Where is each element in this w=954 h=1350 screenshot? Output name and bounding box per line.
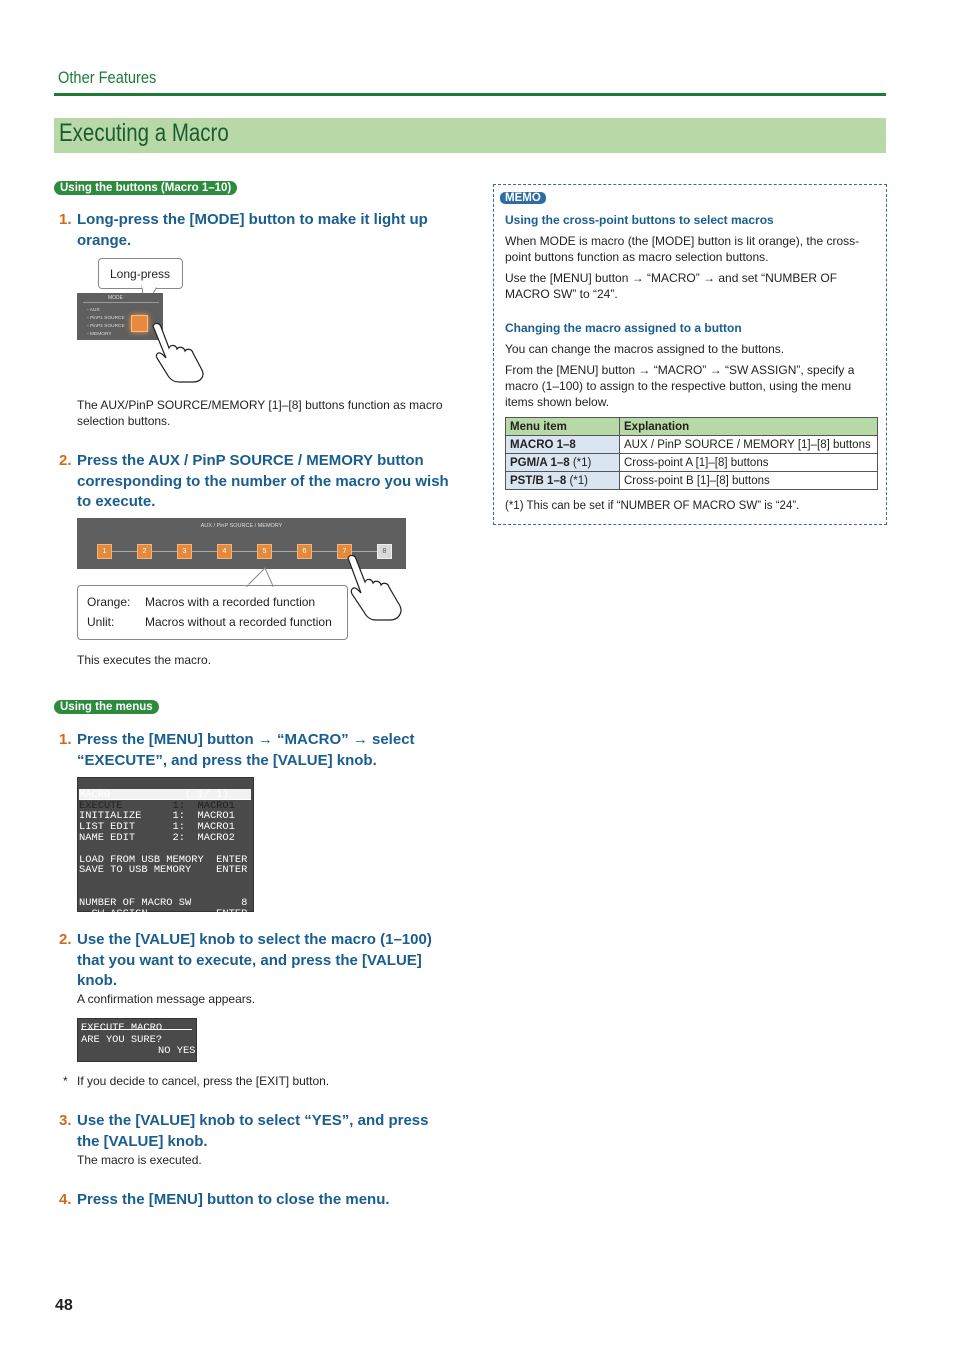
step-2-buttons [59,451,449,513]
table-header: Menu item [506,418,620,436]
memo-heading-change: Changing the macro assigned to a button [505,321,742,335]
step-1-menus [59,730,449,771]
footnote-mark: * [63,1074,68,1088]
pressing-hand-icon [340,552,410,624]
mode-item-pinp2: ◦ PinP2 SOURCE [87,324,125,329]
step-number: 4. [59,1191,72,1208]
table-cell-desc: Cross-point B [1]–[8] buttons [620,472,878,490]
callout-text: Long-press [110,267,171,281]
mode-item-aux: ◦ AUX [87,308,100,313]
source-button-5[interactable]: 5 [257,544,272,559]
source-button-8[interactable]: 8 [377,544,392,559]
menu-line-sw-assign[interactable]: -SW ASSIGN ENTER [79,907,248,920]
menu-item-table [505,417,878,490]
memo-heading-crosspoint: Using the cross-point buttons to select macros [505,213,774,227]
menu-line-execute[interactable]: EXECUTE 1: MACRO1 [79,799,235,812]
legend-value-unlit: Macros without a recorded function [145,615,332,629]
mode-panel-title: MODE [108,295,123,301]
buttons-section-tag: Using the buttons (Macro 1–10) [54,181,237,195]
menu-line-name-edit[interactable]: NAME EDIT 2: MACRO2 [79,831,235,844]
memo-tag: MEMO [500,192,546,204]
source-button-1[interactable]: 1 [97,544,112,559]
memo-change-instructions: From the [MENU] button → “MACRO” → “SW ASSIGN”, specify a macro (1–100) to assign to the respective button, using the menu items shown below. [505,363,855,409]
source-button-2[interactable]: 2 [137,544,152,559]
legend-value-orange: Macros with a recorded function [145,595,316,609]
confirm-title: EXECUTE MACRO [81,1022,163,1034]
memo-footnote: (*1) This can be set if “NUMBER OF MACRO SW” is “24”. [505,500,800,512]
step-2-menus-note: A confirmation message appears. [77,992,256,1006]
step-2-note: This executes the macro. [77,653,212,667]
step-text: Use the [VALUE] knob to select the macro (1–100) that you want to execute, and press the [VALUE] knob. [77,931,432,989]
mode-item-pinp1: ◦ PinP1 SOURCE [87,316,125,321]
mode-list [87,307,125,339]
step-text: Press the [MENU] button to close the menu. [77,1191,390,1208]
step-1-buttons [59,210,449,251]
mode-item-memory: ◦ MEMORY [87,332,112,337]
step-number: 1. [59,731,72,748]
menus-section-tag: Using the menus [54,700,159,714]
step-1-note: The AUX/PinP SOURCE/MEMORY [1]–[8] buttons function as macro selection buttons. [77,398,443,428]
table-cell-item: MACRO 1–8 [506,436,620,454]
table-cell-item: PGM/A 1–8 (*1) [506,454,620,472]
step-3-menus [59,1111,449,1152]
step-text: Use the [VALUE] knob to select “YES”, and press the [VALUE] knob. [77,1112,429,1150]
step-text: Press the [MENU] button → “MACRO” → select “EXECUTE”, and press the [VALUE] knob. [77,731,415,769]
table-header-row [506,418,878,436]
confirm-screen [77,1018,197,1062]
pressing-hand-icon [145,318,211,384]
step-number: 2. [59,931,72,948]
table-header: Explanation [620,418,878,436]
page-number: 48 [55,1297,73,1314]
memo-crosspoint-text: When MODE is macro (the [MODE] button is lit orange), the cross-point buttons function as macro selection buttons. [505,234,860,264]
memo-crosspoint-setting: Use the [MENU] button → “MACRO” → and set “NUMBER OF MACRO SW” to “24”. [505,271,838,301]
page-title: Executing a Macro [59,119,229,147]
source-button-7[interactable]: 7 [337,544,352,559]
legend-key-orange: Orange: [87,595,131,609]
memo-change-text: You can change the macros assigned to the buttons. [505,342,785,356]
menu-line-initialize[interactable]: INITIALIZE 1: MACRO1 [79,810,235,823]
menu-line-title: MACRO ( 1/ 1) [79,788,229,801]
step-4-menus [59,1190,449,1211]
table-row [506,436,878,454]
confirm-options[interactable]: NO YES [158,1045,196,1057]
source-button-4[interactable]: 4 [217,544,232,559]
legend-box [77,585,348,640]
confirm-question: ARE YOU SURE? [81,1034,163,1046]
source-panel-title: AUX / PinP SOURCE / MEMORY [200,523,283,529]
legend-key-unlit: Unlit: [87,615,115,629]
panel-rule [83,302,159,303]
menu-line-blank [79,844,247,855]
step-number: 3. [59,1112,72,1129]
menu-line-number-sw[interactable]: NUMBER OF MACRO SW 8 [79,896,248,909]
legend-pointer [245,567,275,587]
menu-line-load-usb[interactable]: LOAD FROM USB MEMORY ENTER [79,853,248,866]
cancel-footnote: If you decide to cancel, press the [EXIT] button. [77,1074,330,1088]
table-row [506,454,878,472]
step-2-menus [59,930,449,992]
step-3-menus-note: The macro is executed. [77,1153,202,1167]
table-cell-item: PST/B 1–8 (*1) [506,472,620,490]
menu-line-save-usb[interactable]: SAVE TO USB MEMORY ENTER [79,864,248,877]
menu-line-blank [79,876,247,887]
section-label: Other Features [58,68,157,87]
step-text: Press the AUX / PinP SOURCE / MEMORY button corresponding to the number of the macro you wish to execute. [77,452,449,510]
table-row [506,472,878,490]
source-button-3[interactable]: 3 [177,544,192,559]
section-divider [54,93,886,96]
step-number: 1. [59,211,72,228]
table-cell-desc: Cross-point A [1]–[8] buttons [620,454,878,472]
menu-lines [79,779,247,941]
macro-menu-screen [77,777,254,920]
step-text: Long-press the [MODE] button to make it light up orange. [77,211,428,249]
source-button-6[interactable]: 6 [297,544,312,559]
table-cell-desc: AUX / PinP SOURCE / MEMORY [1]–[8] buttons [620,436,878,454]
step-number: 2. [59,452,72,469]
menu-line-list-edit[interactable]: LIST EDIT 1: MACRO1 [79,821,235,834]
